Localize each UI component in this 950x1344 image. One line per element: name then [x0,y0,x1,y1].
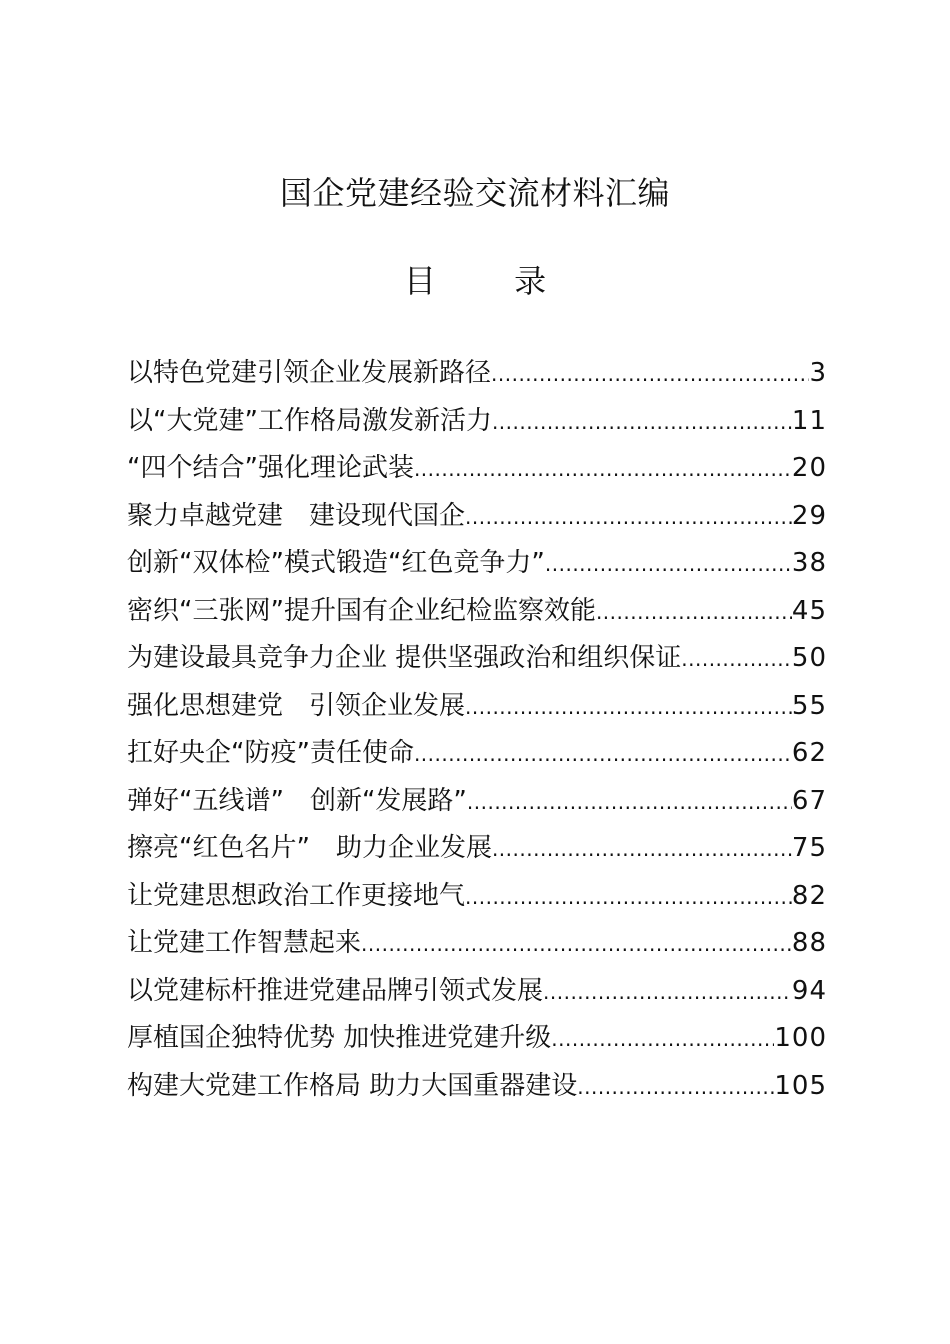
toc-page-number: 94 [791,975,827,1006]
toc-entry-title: 以特色党建引领企业发展新路径 [127,358,492,388]
toc-entry-title: 为建设最具竞争力企业 提供坚强政治和组织保证 [127,643,682,673]
toc-heading: 目 录 [403,262,581,300]
toc-entry[interactable] [127,445,827,493]
toc-entry-title: 强化思想建党 引领企业发展 [127,690,466,721]
toc-entry-title: 创新“双体检”模式锻造“红色竞争力” [127,548,545,578]
toc-page-number: 11 [791,405,827,436]
toc-entry[interactable] [127,968,827,1016]
toc-dot-leader [543,969,792,1016]
toc-page-number: 38 [791,548,827,578]
toc-dot-leader [414,731,792,778]
toc-page-number: 105 [774,1070,827,1101]
toc-page-number: 29 [791,500,827,531]
toc-page-number: 67 [791,785,827,816]
toc-entry[interactable] [127,730,827,778]
toc-dot-leader [491,351,809,398]
toc-dot-leader [551,1016,774,1063]
toc-page-number: 75 [791,833,827,863]
toc-entry[interactable] [127,493,827,541]
table-of-contents [127,350,827,1110]
toc-entry-title: 聚力卓越党建 建设现代国企 [127,500,466,531]
toc-dot-leader [465,494,792,541]
toc-entry-title: 让党建工作智慧起来 [127,928,362,958]
toc-entry[interactable] [127,778,827,826]
toc-entry-title: 厚植国企独特优势 加快推进党建升级 [127,1023,552,1053]
toc-entry[interactable] [127,920,827,968]
toc-page-number: 20 [791,453,827,483]
toc-entry-title: 构建大党建工作格局 助力大国重器建设 [127,1070,578,1101]
toc-entry-title: 让党建思想政治工作更接地气 [127,880,466,911]
toc-entry[interactable] [127,1015,827,1063]
toc-entry-title: 以党建标杆推进党建品牌引领式发展 [127,975,544,1006]
toc-page-number: 50 [791,643,827,673]
toc-page-number: 3 [809,358,827,388]
toc-dot-leader [465,874,792,921]
document-title: 国企党建经验交流材料汇编 [279,174,670,212]
toc-entry-title: 以“大党建”工作格局激发新活力 [127,405,492,436]
toc-dot-leader [577,1064,774,1111]
toc-page-number: 82 [791,880,827,911]
toc-dot-leader [467,779,792,826]
toc-page-number: 100 [774,1023,827,1053]
toc-page-number: 88 [791,928,827,958]
toc-dot-leader [492,826,792,873]
toc-page-number: 45 [791,595,827,626]
toc-entry[interactable] [127,588,827,636]
toc-entry[interactable] [127,1063,827,1111]
toc-dot-leader [681,636,792,683]
toc-dot-leader [361,921,792,968]
toc-entry[interactable] [127,683,827,731]
toc-entry[interactable] [127,825,827,873]
toc-dot-leader [414,446,792,493]
toc-entry-title: “四个结合”强化理论武装 [127,453,414,483]
toc-entry[interactable] [127,540,827,588]
toc-dot-leader [492,399,792,446]
toc-entry-title: 擦亮“红色名片” 助力企业发展 [127,833,492,863]
toc-entry-title: 弹好“五线谱” 创新“发展路” [127,785,467,816]
toc-page-number: 55 [791,690,827,721]
toc-entry-title: 扛好央企“防疫”责任使命 [127,738,414,768]
toc-entry[interactable] [127,873,827,921]
toc-dot-leader [465,684,792,731]
toc-page-number: 62 [791,738,827,768]
toc-dot-leader [545,541,792,588]
toc-entry[interactable] [127,350,827,398]
toc-entry[interactable] [127,635,827,683]
toc-entry-title: 密织“三张网”提升国有企业纪检监察效能 [127,595,596,626]
toc-dot-leader [596,589,792,636]
toc-entry[interactable] [127,398,827,446]
